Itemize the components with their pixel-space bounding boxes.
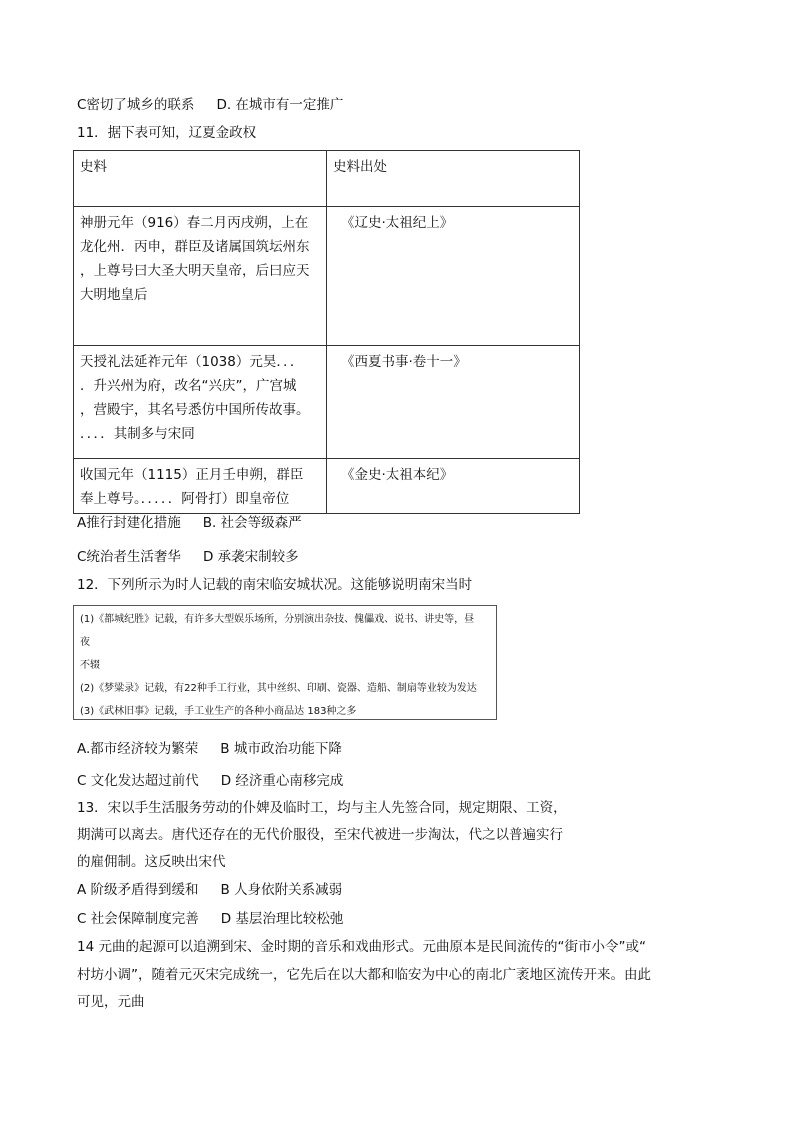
q12-option-c: C 文化发达超过前代 (77, 773, 199, 789)
q10-options (77, 96, 343, 114)
q13-option-b: B 人身依附关系减弱 (220, 882, 343, 898)
q11-options-ab (77, 514, 302, 532)
table-row (74, 207, 580, 346)
q12-option-d: D 经济重心南移完成 (220, 773, 344, 789)
box-line: 夜 (80, 637, 90, 648)
row-text: 神册元年（916）春二月丙戌朔，上在 龙化州．丙申，群臣及诸属国筑坛州东 ，上尊号曰大圣大明天皇帝，后曰应天 大明地皇后 (74, 207, 327, 346)
row-source: 《金史·太祖本纪》 (327, 459, 580, 514)
box-line: (2)《梦粱录》记载，有22种手工行业，其中丝织、印刷、瓷器、造船、制扇等业较为发达 (80, 683, 477, 694)
q13-options-ab (77, 881, 342, 899)
q12-option-b: B 城市政治功能下降 (220, 741, 342, 757)
q14-line-2: 村坊小调”，随着元灭宋完成统一，它先后在以大都和临安为中心的南北广袤地区流传开来。由此 (77, 967, 651, 983)
q11-stem: 11．据下表可知，辽夏金政权 (77, 125, 257, 141)
row-text: 天授礼法延祚元年（1038）元昊．．． ．升兴州为府，改名“兴庆”，广宫城 ，营殿宇，其名号悉仿中国所传故事。 ．．．．其制多与宋同 (74, 346, 327, 459)
row-text: 收国元年（1115）正月壬申朔，群臣 奉上尊号。．．．．．阿骨打）即皇帝位 (74, 459, 327, 514)
q11-option-b: B. 社会等级森严 (202, 515, 302, 531)
q11-option-d: D 承袭宋制较多 (202, 549, 299, 565)
q11-option-a: A推行封建化措施 (77, 515, 181, 531)
box-line: (3)《武林旧事》记载，手工业生产的各种小商品达 183种之多 (80, 706, 357, 717)
q13-options-cd (77, 910, 343, 928)
header-source-origin: 史料出处 (327, 151, 580, 207)
q12-source-box (73, 605, 497, 720)
table-row (74, 346, 580, 459)
box-line: (1)《都城纪胜》记载，有许多大型娱乐场所，分别演出杂技、傀儡戏、说书、讲史等，昼 (80, 614, 475, 625)
table-row (74, 459, 580, 514)
q13-option-a: A 阶级矛盾得到缓和 (77, 882, 199, 898)
box-line: 不辍 (80, 660, 100, 671)
q12-option-a: A.都市经济较为繁荣 (77, 741, 199, 757)
q13-line-3: 的雇佣制。这反映出宋代 (77, 854, 226, 870)
row-source: 《西夏书事·卷十一》 (327, 346, 580, 459)
q13-option-c: C 社会保障制度完善 (77, 911, 199, 927)
q11-options-cd (77, 548, 299, 566)
q11-source-table (73, 150, 580, 514)
header-source-text: 史料 (74, 151, 327, 207)
q13-line-1: 13．宋以手生活服务劳动的仆婢及临时工，均与主人先签合同，规定期限、工资， (77, 800, 567, 816)
table-header-row (74, 151, 580, 207)
row-source: 《辽史·太祖纪上》 (327, 207, 580, 346)
q10-option-c: C密切了城乡的联系 (77, 97, 195, 113)
q13-option-d: D 基层治理比较松弛 (220, 911, 344, 927)
q12-options-cd (77, 772, 343, 790)
q10-option-d: D. 在城市有一定推广 (216, 97, 344, 113)
q14-line-3: 可见，元曲 (77, 994, 145, 1010)
q11-option-c: C统治者生活奢华 (77, 549, 181, 565)
q13-line-2: 期满可以离去。唐代还存在的无代价服役，至宋代被进一步淘汰，代之以普遍实行 (77, 827, 563, 843)
q12-options-ab (77, 740, 342, 758)
q14-line-1: 14 元曲的起源可以追溯到宋、金时期的音乐和戏曲形式。元曲原本是民间流传的“街市小令”或“ (77, 939, 646, 955)
q12-stem: 12．下列所示为时人记载的南宋临安城状况。这能够说明南宋当时 (77, 577, 473, 593)
